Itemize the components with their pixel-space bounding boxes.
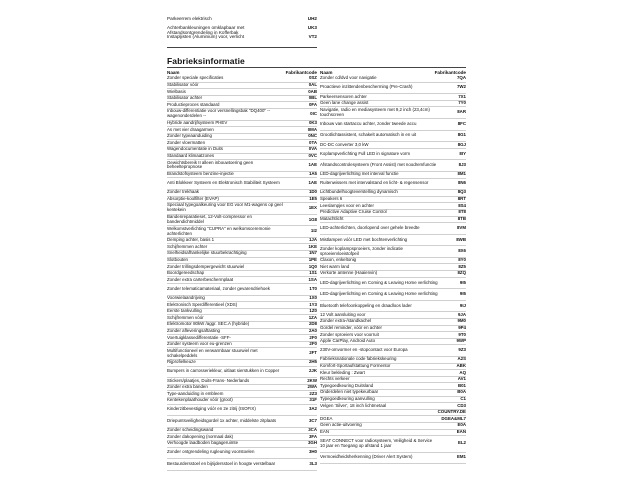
- table-row: [167, 277, 317, 284]
- row-name: Rechts verkeer: [320, 376, 350, 382]
- row-name: Niet warm land: [320, 263, 350, 269]
- row-name: Komfort-Sportaufstattung Formentor: [320, 362, 391, 368]
- row-name: Leeslampjes voor en achter: [320, 202, 374, 208]
- table-row: [320, 271, 466, 278]
- row-code: 0IC: [310, 110, 317, 116]
- option-name: Parkeerrem elektrisch: [167, 16, 212, 21]
- row-name: LED-dagrijverlichting en Coming & Leaving Home verlichting: [320, 279, 438, 285]
- header-code: Fabrikantcode: [285, 70, 317, 75]
- row-name: Apple CarPlay, Android Auto: [320, 338, 376, 344]
- row-code: AV1: [457, 376, 466, 382]
- row-code: 0NC: [308, 133, 317, 139]
- row-code: 1AE: [308, 161, 317, 167]
- table-row: [320, 217, 466, 224]
- row-name: Schijfremmen achter: [167, 243, 208, 249]
- row-name: DGEA: [320, 415, 333, 421]
- row-code: EAN: [456, 428, 466, 434]
- row-code: 0K3: [308, 119, 317, 125]
- row-name: Schijfremmen vóór: [167, 314, 204, 320]
- table-row: [167, 178, 317, 190]
- table-row: [320, 172, 466, 179]
- row-code: 0SZ: [308, 75, 317, 81]
- row-name: Zonder koplampsproeiers, zonder indicatie sproeiervloeistofpeil: [320, 245, 403, 256]
- row-code: B01: [457, 382, 466, 388]
- row-code: 1E5: [309, 195, 317, 201]
- row-name: Grootlichtassistent, schakelt automatisch in en uit: [320, 132, 417, 138]
- right-column: [320, 70, 466, 464]
- table-row: [320, 160, 466, 172]
- row-code: 8Y0: [458, 257, 466, 263]
- row-name: Driepuntsveiligheidsgordel 1x achter, middelste zitplaats: [167, 417, 277, 423]
- row-code: 2D8: [308, 321, 317, 327]
- table-row: [320, 423, 466, 430]
- row-code: DGEA&ML7: [441, 415, 466, 421]
- row-name: Bestuurdersstoel en bijrijdersstoel in hoogte verstelbaar: [167, 460, 276, 466]
- row-code: 2KW: [307, 377, 317, 383]
- row-code: 1JA: [308, 237, 317, 243]
- row-code: 8Z5: [458, 263, 466, 269]
- row-name: Navigatie, radio en mediasysteem met 9,2 inch (23,4cm) touchscreen: [320, 106, 430, 117]
- row-name: Zonder extra banden: [167, 384, 208, 390]
- row-code: 8ZQ: [457, 270, 466, 276]
- row-name: Zonder ontgrendeling rugleuning voorstoelen: [167, 449, 255, 455]
- table-row: [167, 441, 317, 448]
- row-name: Standaard klimaatzones: [167, 152, 215, 158]
- table-row: [320, 76, 466, 83]
- row-code: 2F0: [309, 334, 317, 340]
- row-name: Ruitenwissers met intervalstand en licht- & regensensor: [320, 180, 429, 186]
- row-code: 1Q0: [308, 263, 317, 269]
- row-name: 230V-omvormer en -stopcontact voor Europa: [320, 347, 408, 353]
- row-code: 8WB: [456, 236, 466, 242]
- row-code: 1A5: [308, 171, 317, 177]
- row-name: Zonder trekhaak: [167, 189, 199, 195]
- table-row: [167, 459, 317, 471]
- row-name: Bandenreparatieset, 12-Volt-compressor en bandendichtmiddel: [167, 214, 252, 224]
- row-name: Gordel reminder, vóór en achter: [320, 324, 382, 330]
- row-name: Zonder extra-/standkachel: [320, 318, 372, 324]
- row-code: 8GJ: [457, 141, 466, 147]
- row-name: Rijprofielkeuze: [167, 359, 196, 365]
- row-code: 9I5: [459, 279, 466, 285]
- row-name: Hybride aandrijfsysteem PHEV: [167, 119, 228, 125]
- row-name: Elektronisch Sperdifferentieel (XDS): [167, 301, 238, 307]
- table-row: [167, 398, 317, 405]
- row-name: Inbouw van startaccu achter, zonder tweede accu: [320, 120, 417, 126]
- row-name: Inbouw-differentiatie voor versnellingsbak "DQ400" -- wagenonderdelen --: [167, 108, 271, 119]
- row-code: 8VM: [456, 224, 466, 230]
- row-code: 8AR: [457, 109, 466, 115]
- row-name: As met vier draagarmen: [167, 126, 214, 132]
- row-code: 1AE: [308, 180, 317, 186]
- row-name: Stabilisator achter: [167, 95, 203, 101]
- row-code: 1Z0: [309, 308, 317, 314]
- table-row: [167, 215, 317, 227]
- divider-top: [167, 47, 317, 48]
- row-code: 8M1: [457, 171, 466, 177]
- row-code: E0A: [457, 422, 466, 428]
- row-name: Velgen 'Silver', 18 inch lichtmetaal: [320, 402, 387, 408]
- row-code: 3FA: [308, 433, 317, 439]
- row-code: 9Z3: [458, 347, 466, 353]
- row-code: 0TA: [309, 139, 317, 145]
- table-row: [320, 142, 466, 149]
- row-name: Kentekenplaathouder vóór (groot): [167, 397, 233, 403]
- row-name: Zonder cd/dvd voor navigatie: [320, 75, 377, 81]
- row-name: Wagendocumentatie in Duits: [167, 146, 223, 152]
- table-row: [320, 453, 466, 465]
- row-code: 8S4: [458, 202, 466, 208]
- row-code: 7W2: [456, 84, 466, 90]
- table-row: [167, 448, 317, 460]
- table-row: [167, 226, 317, 238]
- table-row: [320, 235, 466, 247]
- row-code: 2F0: [309, 341, 317, 347]
- row-code: 8J3: [458, 162, 466, 168]
- header-name: Naam: [167, 70, 180, 75]
- row-code: 1I2: [310, 228, 317, 234]
- row-code: 1N7: [308, 250, 317, 256]
- table-row: [167, 405, 317, 417]
- row-name: Parkeersensoren achter: [320, 93, 367, 99]
- row-name: SEAT CONNECT voor radiosysteem, Veiligheid & Service 10 jaar en Toegang op afstand 1 jaar: [320, 437, 433, 448]
- row-code: EM1: [456, 454, 466, 460]
- row-name: Absorptie-koolfilter (EVAP): [167, 195, 219, 201]
- table-row: [167, 348, 317, 360]
- row-name: Zonder speciale specificaties: [167, 75, 224, 81]
- row-code: 9IJ: [459, 302, 466, 308]
- row-name: LED-dagrijverlichting met interval functie: [320, 171, 399, 177]
- table-row: [167, 160, 317, 172]
- row-code: 3L3: [309, 460, 317, 466]
- row-code: 0BL: [308, 95, 317, 101]
- row-code: 1SA: [308, 276, 317, 282]
- row-code: 8TB: [457, 215, 466, 221]
- top-option-row: [167, 35, 317, 44]
- row-name: Anti Blokkeer Systeem en Elektronisch Stabiliteit Systeem: [167, 180, 280, 186]
- row-code: 2H5: [308, 359, 317, 365]
- row-code: 7QA: [456, 75, 466, 81]
- row-name: Claxon, enkeltonig: [320, 257, 357, 263]
- row-code: 2JK: [308, 368, 317, 374]
- row-name: Bluetooth telefoonkoppeling en draadloos lader: [320, 302, 412, 308]
- row-name: EAN: [320, 428, 330, 434]
- row-code: 3GH: [307, 440, 317, 446]
- table-row: [320, 107, 466, 119]
- row-name: Geen lane change assist: [320, 100, 369, 106]
- row-name: Brandstofsysteem benzine-injectie: [167, 171, 234, 177]
- row-code: 8Q3: [457, 189, 466, 195]
- row-code: 3CA: [308, 427, 317, 433]
- row-code: C1: [460, 395, 466, 401]
- row-name: 12 Volt aansluiting voor: [320, 311, 366, 317]
- row-name: Zonder trillingsdempergewicht stuurwiel: [167, 263, 245, 269]
- row-code: 8X6: [458, 248, 466, 254]
- row-name: Typegoedkeuring Duitsland: [320, 382, 374, 388]
- row-code: AQ: [459, 369, 466, 375]
- row-name: Predictive Adaptive Cruise Control: [320, 209, 387, 215]
- row-name: Zonder sproeiers voor voorruit: [320, 331, 379, 337]
- left-column: [167, 70, 317, 471]
- row-code: 9M0: [457, 318, 466, 324]
- row-code: 1KE: [308, 243, 317, 249]
- row-code: 0AL: [308, 81, 317, 87]
- row-code: 3C7: [308, 417, 317, 423]
- header-name: Naam: [320, 70, 333, 75]
- row-name: Proactieve inzittendenbescherming (Pre-Crash): [320, 84, 413, 90]
- row-code: 9WP: [456, 338, 466, 344]
- row-name: Matachtlicht: [320, 215, 344, 221]
- row-name: DC-DC converter 3,0 kW: [320, 141, 369, 147]
- row-code: 2WA: [307, 384, 317, 390]
- option-name: Instapljisten (Aluminium) voor, verlicht: [167, 34, 245, 39]
- table-row: [320, 278, 466, 290]
- header-code: Fabrikantcode: [434, 70, 466, 75]
- row-code: 8FC: [457, 120, 466, 126]
- row-code: 7Y0: [458, 100, 466, 106]
- row-name: Lichtbundelhoogteverstelling dynamisch: [320, 189, 398, 195]
- section-title: Fabrieksinformatie: [167, 56, 245, 66]
- option-code: VT2: [308, 34, 317, 39]
- row-name: Onderdelen niet typekeurbaar: [320, 389, 379, 395]
- row-name: Wielbasis: [167, 88, 186, 94]
- row-code: COUNTRY.DE: [437, 409, 466, 415]
- table-row: [320, 345, 466, 357]
- row-name: Bumpers in carrosseriekleur, uitlaat sierstukken in Copper: [167, 368, 280, 374]
- row-code: 0VC: [308, 152, 317, 158]
- row-code: CD3: [457, 402, 466, 408]
- row-name: Verhoogde laadboden bagageruimte: [167, 440, 239, 446]
- table-row: [167, 109, 317, 121]
- row-name: Zonder scheidingswand: [167, 427, 214, 433]
- row-name: Gewichtsbereik II alleen inbouwtoering geen beheeltepropnose: [167, 159, 254, 170]
- row-name: Zonder telematicamateriaal, zonder gevarendriehoek: [167, 285, 270, 291]
- row-code: 0FA: [308, 101, 317, 107]
- table-row: [167, 284, 317, 296]
- table-row: [320, 119, 466, 131]
- divider-title: [167, 67, 466, 68]
- row-code: 8IY: [459, 150, 466, 156]
- table-row: [320, 149, 466, 161]
- row-name: Multifunctioneel en verwarmbaar stuurwiel met schakelpeddels: [167, 347, 258, 358]
- row-name: Zonder afleveringsaftasting: [167, 327, 220, 333]
- row-code: 9I5: [459, 291, 466, 297]
- row-name: Mistlampen vóór LED met bochtenverlichting: [320, 236, 408, 242]
- row-name: Speakers 6: [320, 196, 343, 202]
- row-code: 9T0: [458, 331, 466, 337]
- row-name: Typegoedkeuring aanvulling: [320, 395, 375, 401]
- option-name: Achterbankleuningen omklapbaar met Afstandsontgrendeling in Kofferbak: [167, 25, 245, 35]
- row-code: 1PE: [308, 257, 317, 262]
- row-name: Geen actie-uitvoering: [320, 422, 362, 428]
- row-code: 1EX: [308, 204, 317, 210]
- row-code: EL2: [457, 440, 466, 446]
- row-name: Vermoeidheidsherkenning (Driver Alert System): [320, 454, 413, 460]
- row-code: 2FT: [309, 350, 317, 356]
- row-name: Zonder dakopening (normaal dak): [167, 433, 234, 439]
- row-name: Fabrieksnationale code fabriekskeuring: [320, 356, 397, 362]
- row-name: Snelheidsafhankelijke stuurbekrachtiging: [167, 250, 247, 256]
- table-row: [320, 289, 466, 301]
- row-name: Speciaal typegoalkeuring voor EG voor M1-wagens op geel kentekein: [167, 202, 283, 213]
- row-name: Eerste tankvulling: [167, 308, 202, 314]
- row-code: 1D0: [308, 189, 317, 195]
- row-name: Kinderzitbevestiging vóór en 2e zitrij (ISOFIX): [167, 406, 256, 412]
- row-name: Koplampverlichting Full LED in signature vorm: [320, 150, 411, 156]
- row-code: 8RT: [457, 196, 466, 202]
- row-name: Kleur bekleding : Zwart: [320, 369, 365, 375]
- row-name: Zonder systeem voor eu-grenzen: [167, 341, 232, 347]
- row-code: 0AB: [308, 88, 317, 94]
- row-code: 9P4: [458, 324, 466, 330]
- row-name: Demping achter, basis 1: [167, 237, 215, 243]
- row-name: Zonder extra carterbeschermplaat: [167, 276, 234, 282]
- row-code: 1G8: [308, 216, 317, 222]
- row-code: ABK: [456, 362, 466, 368]
- table-row: [167, 83, 317, 90]
- row-name: LED-achterlichten, doorlopend over gehele breedte: [320, 224, 420, 230]
- table-row: [167, 367, 317, 379]
- row-name: Voertuigklassedifferentatie -SFF-: [167, 334, 231, 340]
- row-code: 9JA: [457, 311, 466, 317]
- row-code: 8N6: [457, 180, 466, 186]
- row-name: Stabilisator vóór: [167, 81, 199, 87]
- row-name: Elektromotor 80kW /aggr. SEC.A (hybride): [167, 321, 250, 327]
- row-code: 0MA: [307, 126, 317, 132]
- table-row: [167, 416, 317, 428]
- table-row: [320, 223, 466, 235]
- row-code: 31F: [309, 397, 317, 403]
- row-code: 7X1: [458, 93, 466, 99]
- row-code: 1X0: [309, 294, 317, 300]
- row-name: LED-dagrijverlichting en Coming & Leaving Home verlichting: [320, 291, 438, 297]
- table-row: [320, 246, 466, 258]
- table-row: [320, 131, 466, 143]
- table-row: [320, 179, 466, 191]
- option-code: UK3: [307, 25, 317, 30]
- row-name: Zonder vloermatten: [167, 139, 206, 145]
- row-code: 3A2: [308, 406, 317, 412]
- table-row: [320, 436, 466, 452]
- table-row: [320, 83, 466, 95]
- row-code: B0A: [457, 389, 466, 395]
- row-code: 8G1: [457, 132, 466, 138]
- table-row: [167, 203, 317, 215]
- row-code: 8T8: [458, 209, 466, 215]
- row-name: Afstandscontrolesysteem (Front Assist) met noodremfunctie: [320, 162, 437, 168]
- row-name: Type-aanduiding in embleem: [167, 390, 224, 396]
- row-name: Stickers/plaatjes, Duits-Frans- Nederlands: [167, 377, 250, 383]
- table-row: [167, 251, 317, 258]
- table-row: [320, 430, 466, 437]
- row-code: 0VA: [308, 146, 317, 152]
- row-code: 1T0: [309, 285, 317, 291]
- option-code: UH2: [307, 16, 317, 21]
- row-name: Productieproces standaard: [167, 101, 220, 107]
- row-name: Slotbouten: [167, 257, 188, 262]
- row-code: 2Z3: [309, 390, 317, 396]
- row-code: 1Y3: [309, 301, 317, 307]
- row-name: Voorwielaandrijving: [167, 294, 205, 300]
- row-name: Boordgereedschap: [167, 270, 205, 276]
- table-row: [320, 339, 466, 346]
- row-name: Zonder typeaanduiding: [167, 133, 212, 139]
- row-name: Welkomstverlichting "CUPRA" en welkomsceremonie achterlichten: [167, 225, 271, 236]
- table-row: [167, 172, 317, 179]
- row-code: 1S1: [309, 270, 317, 276]
- table-row: [320, 301, 466, 313]
- row-code: 2A0: [308, 327, 317, 333]
- row-code: 3H0: [308, 449, 317, 455]
- row-code: A2S: [457, 356, 466, 362]
- row-name: Verkorte antenne (Haaienvin): [320, 270, 378, 276]
- table-row: [167, 360, 317, 367]
- row-code: 1ZA: [308, 314, 317, 320]
